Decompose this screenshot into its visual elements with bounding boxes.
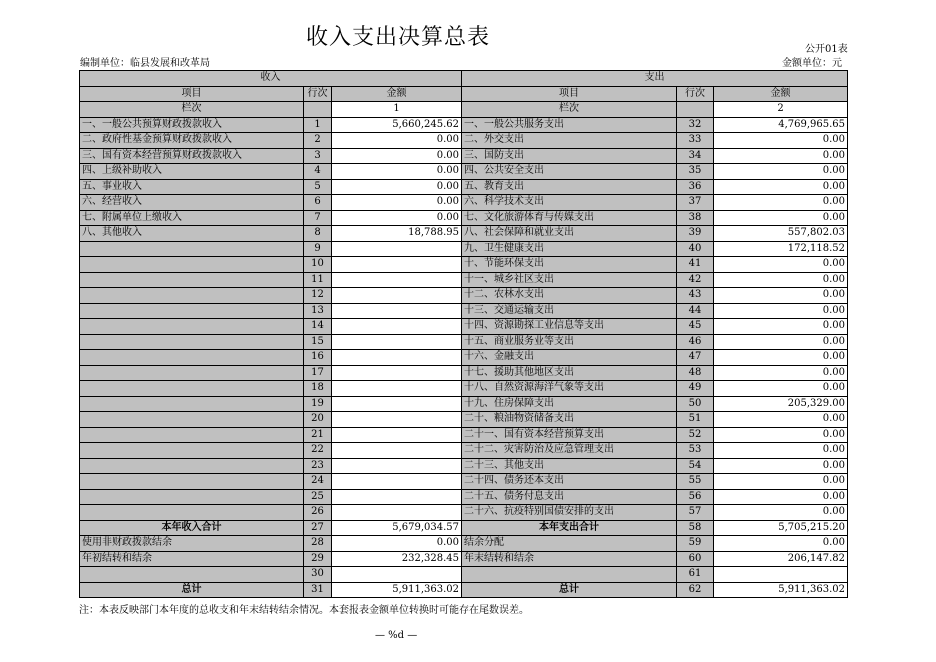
income-header: 收入 — [80, 71, 462, 87]
right-rowno-cell: 47 — [677, 350, 714, 366]
left-item-cell: 使用非财政拨款结余 — [80, 536, 304, 552]
right-item-cell: 十九、住房保障支出 — [462, 396, 677, 412]
income-column-blank — [304, 102, 332, 118]
left-rowno-cell: 22 — [304, 443, 332, 459]
right-amount-cell: 5,911,363.02 — [714, 582, 848, 598]
left-rowno-cell: 14 — [304, 319, 332, 335]
right-amount-cell: 0.00 — [714, 365, 848, 381]
table-row — [80, 458, 848, 474]
left-item-cell: 七、附属单位上缴收入 — [80, 210, 304, 226]
table-row — [80, 520, 848, 536]
left-rowno-cell: 7 — [304, 210, 332, 226]
left-item-cell — [80, 412, 304, 428]
left-rowno-cell: 11 — [304, 272, 332, 288]
left-rowno-cell: 16 — [304, 350, 332, 366]
right-item-cell: 年末结转和结余 — [462, 551, 677, 567]
right-item-cell: 四、公共安全支出 — [462, 164, 677, 180]
right-rowno-cell: 45 — [677, 319, 714, 335]
left-rowno-cell: 4 — [304, 164, 332, 180]
left-amount-cell — [332, 272, 462, 288]
left-item-cell — [80, 303, 304, 319]
right-rowno-cell: 58 — [677, 520, 714, 536]
right-item-cell: 十三、交通运输支出 — [462, 303, 677, 319]
right-rowno-cell: 40 — [677, 241, 714, 257]
table-row — [80, 272, 848, 288]
right-amount-cell: 0.00 — [714, 458, 848, 474]
right-rowno-cell: 38 — [677, 210, 714, 226]
right-rowno-cell: 53 — [677, 443, 714, 459]
table-row — [80, 536, 848, 552]
table-row — [80, 303, 848, 319]
left-rowno-cell: 6 — [304, 195, 332, 211]
right-rowno-cell: 57 — [677, 505, 714, 521]
left-rowno-cell: 8 — [304, 226, 332, 242]
summary-table — [79, 70, 848, 598]
left-amount-cell — [332, 427, 462, 443]
right-item-cell: 二十五、债务付息支出 — [462, 489, 677, 505]
left-item-cell — [80, 443, 304, 459]
table-row — [80, 350, 848, 366]
left-item-cell — [80, 272, 304, 288]
table-row — [80, 412, 848, 428]
table-row — [80, 133, 848, 149]
expense-amount-header: 金额 — [714, 86, 848, 102]
left-amount-cell: 18,788.95 — [332, 226, 462, 242]
left-rowno-cell: 30 — [304, 567, 332, 583]
left-amount-cell — [332, 257, 462, 273]
left-rowno-cell: 23 — [304, 458, 332, 474]
left-rowno-cell: 2 — [304, 133, 332, 149]
left-rowno-cell: 3 — [304, 148, 332, 164]
left-item-cell — [80, 365, 304, 381]
right-rowno-cell: 52 — [677, 427, 714, 443]
right-item-cell: 六、科学技术支出 — [462, 195, 677, 211]
page-title: 收入支出决算总表 — [306, 25, 491, 50]
right-amount-cell: 0.00 — [714, 381, 848, 397]
right-amount-cell — [714, 567, 848, 583]
table-row — [80, 195, 848, 211]
right-amount-cell: 0.00 — [714, 536, 848, 552]
right-amount-cell: 4,769,965.65 — [714, 117, 848, 133]
right-amount-cell: 0.00 — [714, 427, 848, 443]
left-rowno-cell: 28 — [304, 536, 332, 552]
right-amount-cell: 0.00 — [714, 350, 848, 366]
right-amount-cell: 0.00 — [714, 195, 848, 211]
income-column-label: 栏次 — [80, 102, 304, 118]
header-row-section — [80, 71, 848, 87]
right-rowno-cell: 62 — [677, 582, 714, 598]
header-row-columns — [80, 86, 848, 102]
right-item-cell: 十六、金融支出 — [462, 350, 677, 366]
table-row — [80, 489, 848, 505]
right-rowno-cell: 61 — [677, 567, 714, 583]
table-row — [80, 381, 848, 397]
left-amount-cell: 0.00 — [332, 164, 462, 180]
left-rowno-cell: 25 — [304, 489, 332, 505]
income-column-number: 1 — [332, 102, 462, 118]
table-row — [80, 288, 848, 304]
left-rowno-cell: 27 — [304, 520, 332, 536]
left-amount-cell — [332, 241, 462, 257]
left-rowno-cell: 21 — [304, 427, 332, 443]
right-item-cell: 七、文化旅游体育与传媒支出 — [462, 210, 677, 226]
right-rowno-cell: 44 — [677, 303, 714, 319]
right-amount-cell: 172,118.52 — [714, 241, 848, 257]
table-row — [80, 582, 848, 598]
left-amount-cell — [332, 334, 462, 350]
left-amount-cell — [332, 303, 462, 319]
right-amount-cell: 206,147.82 — [714, 551, 848, 567]
right-item-cell — [462, 567, 677, 583]
table-row — [80, 179, 848, 195]
right-rowno-cell: 43 — [677, 288, 714, 304]
table-row — [80, 551, 848, 567]
right-item-cell: 十四、资源勘探工业信息等支出 — [462, 319, 677, 335]
left-item-cell: 五、事业收入 — [80, 179, 304, 195]
right-item-cell: 二十六、抗疫特别国债安排的支出 — [462, 505, 677, 521]
table-row — [80, 164, 848, 180]
right-item-cell: 总计 — [462, 582, 677, 598]
left-amount-cell: 5,679,034.57 — [332, 520, 462, 536]
right-rowno-cell: 50 — [677, 396, 714, 412]
right-item-cell: 五、教育支出 — [462, 179, 677, 195]
left-item-cell — [80, 288, 304, 304]
left-amount-cell — [332, 443, 462, 459]
left-rowno-cell: 31 — [304, 582, 332, 598]
left-rowno-cell: 24 — [304, 474, 332, 490]
left-item-cell: 八、其他收入 — [80, 226, 304, 242]
right-rowno-cell: 54 — [677, 458, 714, 474]
left-amount-cell: 5,911,363.02 — [332, 582, 462, 598]
right-item-cell: 十七、援助其他地区支出 — [462, 365, 677, 381]
right-item-cell: 十八、自然资源海洋气象等支出 — [462, 381, 677, 397]
right-amount-cell: 5,705,215.20 — [714, 520, 848, 536]
left-rowno-cell: 13 — [304, 303, 332, 319]
right-rowno-cell: 49 — [677, 381, 714, 397]
right-amount-cell: 0.00 — [714, 210, 848, 226]
right-item-cell: 十二、农林水支出 — [462, 288, 677, 304]
right-item-cell: 二十四、债务还本支出 — [462, 474, 677, 490]
right-amount-cell: 0.00 — [714, 179, 848, 195]
right-amount-cell: 0.00 — [714, 272, 848, 288]
left-item-cell — [80, 474, 304, 490]
left-item-cell — [80, 489, 304, 505]
left-item-cell: 本年收入合计 — [80, 520, 304, 536]
income-rowno-header: 行次 — [304, 86, 332, 102]
left-amount-cell — [332, 350, 462, 366]
right-item-cell: 二十一、国有资本经营预算支出 — [462, 427, 677, 443]
expense-column-number: 2 — [714, 102, 848, 118]
left-item-cell — [80, 319, 304, 335]
unit-label: 金额单位：元 — [782, 58, 842, 69]
right-rowno-cell: 48 — [677, 365, 714, 381]
expense-column-label: 栏次 — [462, 102, 677, 118]
left-rowno-cell: 5 — [304, 179, 332, 195]
right-rowno-cell: 56 — [677, 489, 714, 505]
left-item-cell — [80, 505, 304, 521]
right-item-cell: 十、节能环保支出 — [462, 257, 677, 273]
left-amount-cell — [332, 288, 462, 304]
right-rowno-cell: 42 — [677, 272, 714, 288]
left-amount-cell — [332, 567, 462, 583]
left-amount-cell — [332, 474, 462, 490]
left-rowno-cell: 18 — [304, 381, 332, 397]
table-row — [80, 319, 848, 335]
left-item-cell: 一、一般公共预算财政拨款收入 — [80, 117, 304, 133]
table-row — [80, 396, 848, 412]
table-row — [80, 505, 848, 521]
right-item-cell: 二、外交支出 — [462, 133, 677, 149]
table-row — [80, 257, 848, 273]
left-amount-cell: 5,660,245.62 — [332, 117, 462, 133]
right-item-cell: 二十、粮油物资储备支出 — [462, 412, 677, 428]
right-item-cell: 八、社会保障和就业支出 — [462, 226, 677, 242]
table-row — [80, 117, 848, 133]
right-rowno-cell: 33 — [677, 133, 714, 149]
table-body — [80, 117, 848, 598]
left-amount-cell — [332, 381, 462, 397]
expense-item-header: 项目 — [462, 86, 677, 102]
left-item-cell — [80, 334, 304, 350]
expense-column-blank — [677, 102, 714, 118]
right-rowno-cell: 32 — [677, 117, 714, 133]
left-item-cell: 三、国有资本经营预算财政拨款收入 — [80, 148, 304, 164]
left-rowno-cell: 26 — [304, 505, 332, 521]
left-rowno-cell: 10 — [304, 257, 332, 273]
right-amount-cell: 0.00 — [714, 334, 848, 350]
left-item-cell — [80, 350, 304, 366]
right-amount-cell: 0.00 — [714, 489, 848, 505]
left-amount-cell — [332, 458, 462, 474]
right-rowno-cell: 55 — [677, 474, 714, 490]
right-item-cell: 三、国防支出 — [462, 148, 677, 164]
left-rowno-cell: 9 — [304, 241, 332, 257]
right-rowno-cell: 59 — [677, 536, 714, 552]
left-amount-cell: 232,328.45 — [332, 551, 462, 567]
left-rowno-cell: 20 — [304, 412, 332, 428]
left-item-cell: 总计 — [80, 582, 304, 598]
right-amount-cell: 0.00 — [714, 412, 848, 428]
right-amount-cell: 0.00 — [714, 164, 848, 180]
expense-rowno-header: 行次 — [677, 86, 714, 102]
left-item-cell — [80, 257, 304, 273]
page-footer: — %d — — [375, 630, 418, 641]
left-amount-cell — [332, 365, 462, 381]
right-rowno-cell: 39 — [677, 226, 714, 242]
left-rowno-cell: 12 — [304, 288, 332, 304]
right-item-cell: 二十二、灾害防治及应急管理支出 — [462, 443, 677, 459]
table-row — [80, 148, 848, 164]
right-amount-cell: 205,329.00 — [714, 396, 848, 412]
right-item-cell: 十一、城乡社区支出 — [462, 272, 677, 288]
right-amount-cell: 0.00 — [714, 319, 848, 335]
left-item-cell — [80, 241, 304, 257]
table-row — [80, 365, 848, 381]
right-rowno-cell: 51 — [677, 412, 714, 428]
left-item-cell — [80, 458, 304, 474]
left-amount-cell — [332, 412, 462, 428]
table-row — [80, 474, 848, 490]
right-rowno-cell: 46 — [677, 334, 714, 350]
table-row — [80, 226, 848, 242]
left-item-cell — [80, 381, 304, 397]
income-item-header: 项目 — [80, 86, 304, 102]
left-amount-cell: 0.00 — [332, 210, 462, 226]
right-amount-cell: 0.00 — [714, 257, 848, 273]
left-amount-cell — [332, 505, 462, 521]
right-rowno-cell: 37 — [677, 195, 714, 211]
left-amount-cell — [332, 319, 462, 335]
header-row-column-index — [80, 102, 848, 118]
org-label: 编制单位：临县发展和改革局 — [80, 58, 210, 69]
table-row — [80, 241, 848, 257]
right-amount-cell: 0.00 — [714, 148, 848, 164]
right-rowno-cell: 35 — [677, 164, 714, 180]
left-item-cell: 二、政府性基金预算财政拨款收入 — [80, 133, 304, 149]
left-rowno-cell: 1 — [304, 117, 332, 133]
right-amount-cell: 0.00 — [714, 133, 848, 149]
right-rowno-cell: 36 — [677, 179, 714, 195]
table-row — [80, 443, 848, 459]
right-rowno-cell: 34 — [677, 148, 714, 164]
right-rowno-cell: 60 — [677, 551, 714, 567]
right-amount-cell: 0.00 — [714, 288, 848, 304]
left-item-cell — [80, 427, 304, 443]
left-item-cell: 年初结转和结余 — [80, 551, 304, 567]
left-item-cell: 四、上级补助收入 — [80, 164, 304, 180]
left-rowno-cell: 29 — [304, 551, 332, 567]
right-amount-cell: 0.00 — [714, 303, 848, 319]
table-row — [80, 427, 848, 443]
left-item-cell: 六、经营收入 — [80, 195, 304, 211]
income-amount-header: 金额 — [332, 86, 462, 102]
left-amount-cell: 0.00 — [332, 179, 462, 195]
right-rowno-cell: 41 — [677, 257, 714, 273]
left-amount-cell: 0.00 — [332, 195, 462, 211]
left-item-cell — [80, 567, 304, 583]
table-row — [80, 210, 848, 226]
table-row — [80, 334, 848, 350]
right-item-cell: 一、一般公共服务支出 — [462, 117, 677, 133]
right-amount-cell: 557,802.03 — [714, 226, 848, 242]
expense-header: 支出 — [462, 71, 848, 87]
right-item-cell: 二十三、其他支出 — [462, 458, 677, 474]
left-item-cell — [80, 396, 304, 412]
footnote: 注：本表反映部门本年度的总收支和年末结转结余情况。本套报表金额单位转换时可能存在尾数误差。 — [79, 605, 529, 616]
left-rowno-cell: 19 — [304, 396, 332, 412]
right-amount-cell: 0.00 — [714, 443, 848, 459]
left-amount-cell: 0.00 — [332, 148, 462, 164]
table-row — [80, 567, 848, 583]
form-code: 公开01表 — [805, 44, 848, 55]
right-item-cell: 本年支出合计 — [462, 520, 677, 536]
right-item-cell: 九、卫生健康支出 — [462, 241, 677, 257]
left-amount-cell — [332, 396, 462, 412]
right-item-cell: 结余分配 — [462, 536, 677, 552]
left-amount-cell — [332, 489, 462, 505]
left-amount-cell: 0.00 — [332, 133, 462, 149]
right-amount-cell: 0.00 — [714, 505, 848, 521]
left-rowno-cell: 15 — [304, 334, 332, 350]
left-amount-cell: 0.00 — [332, 536, 462, 552]
left-rowno-cell: 17 — [304, 365, 332, 381]
right-item-cell: 十五、商业服务业等支出 — [462, 334, 677, 350]
right-amount-cell: 0.00 — [714, 474, 848, 490]
